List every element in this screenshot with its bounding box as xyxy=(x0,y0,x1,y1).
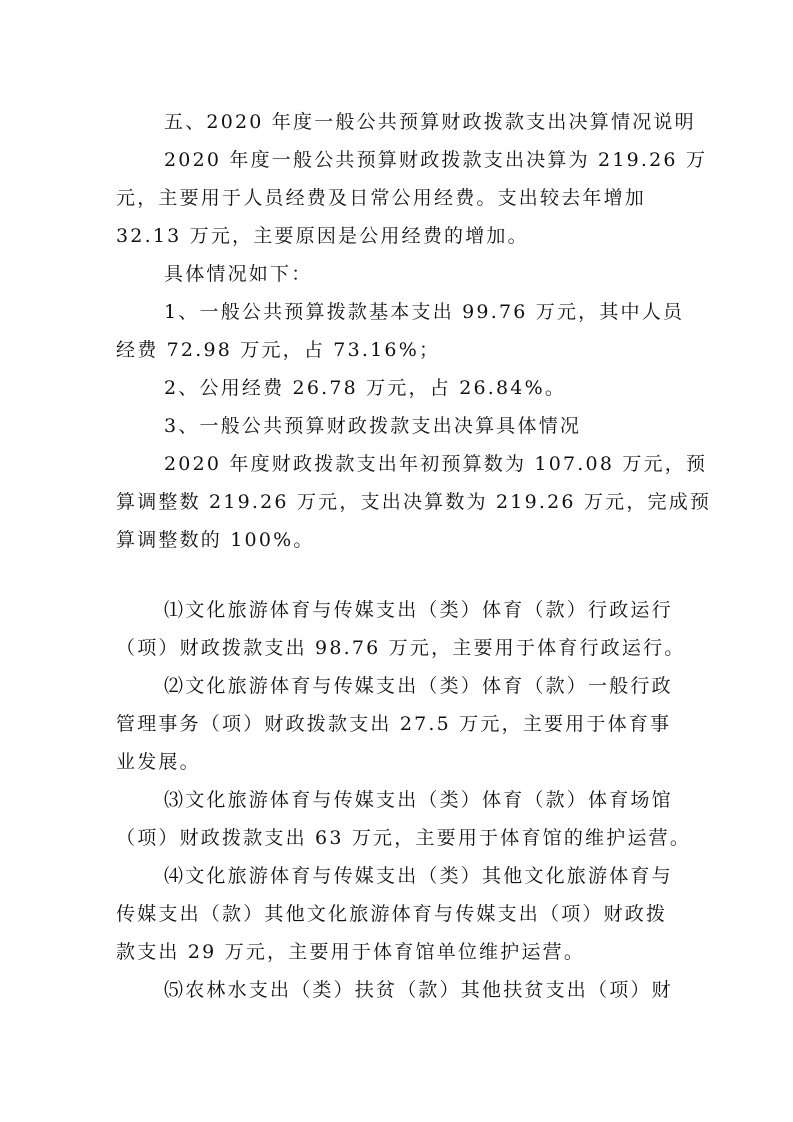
paragraph-line: 业发展。 xyxy=(116,751,201,773)
paragraph-line: ⑴文化旅游体育与传媒支出（类）体育（款）行政运行 xyxy=(164,599,673,621)
paragraph-line: 算调整数 219.26 万元，支出决算数为 219.26 万元，完成预 xyxy=(116,491,712,513)
paragraph-line: 2020 年度一般公共预算财政拨款支出决算为 219.26 万 xyxy=(164,149,708,171)
paragraph-line: 传媒支出（款）其他文化旅游体育与传媒支出（项）财政拨 xyxy=(116,903,668,925)
paragraph-line: 2020 年度财政拨款支出年初预算数为 107.08 万元，预 xyxy=(164,453,708,475)
paragraph-line: 1、一般公共预算拨款基本支出 99.76 万元，其中人员 xyxy=(164,301,685,323)
paragraph-line: 具体情况如下： xyxy=(164,263,313,285)
paragraph-line: 经费 72.98 万元，占 73.16%； xyxy=(116,339,441,361)
paragraph-line: 2、公用经费 26.78 万元，占 26.84%。 xyxy=(164,377,567,399)
paragraph-line: （项）财政拨款支出 63 万元，主要用于体育馆的维护运营。 xyxy=(116,827,692,849)
paragraph-line: 算调整数的 100%。 xyxy=(116,529,315,551)
section-heading: 五、2020 年度一般公共预算财政拨款支出决算情况说明 xyxy=(164,111,696,133)
paragraph-line: ⑶文化旅游体育与传媒支出（类）体育（款）体育场馆 xyxy=(164,789,673,811)
subheading: 3、一般公共预算财政拨款支出决算具体情况 xyxy=(164,415,582,437)
paragraph-line: 元，主要用于人员经费及日常公用经费。支出较去年增加 xyxy=(116,187,647,209)
paragraph-line: ⑵文化旅游体育与传媒支出（类）体育（款）一般行政 xyxy=(164,675,673,697)
paragraph-line: ⑸农林水支出（类）扶贫（款）其他扶贫支出（项）财 xyxy=(164,979,673,1001)
paragraph-line: 管理事务（项）财政拨款支出 27.5 万元，主要用于体育事 xyxy=(116,713,672,735)
paragraph-line: 款支出 29 万元，主要用于体育馆单位维护运营。 xyxy=(116,941,586,963)
paragraph-line: 32.13 万元，主要原因是公用经费的增加。 xyxy=(116,225,529,247)
paragraph-line: （项）财政拨款支出 98.76 万元，主要用于体育行政运行。 xyxy=(116,637,686,659)
paragraph-line: ⑷文化旅游体育与传媒支出（类）其他文化旅游体育与 xyxy=(164,865,673,887)
